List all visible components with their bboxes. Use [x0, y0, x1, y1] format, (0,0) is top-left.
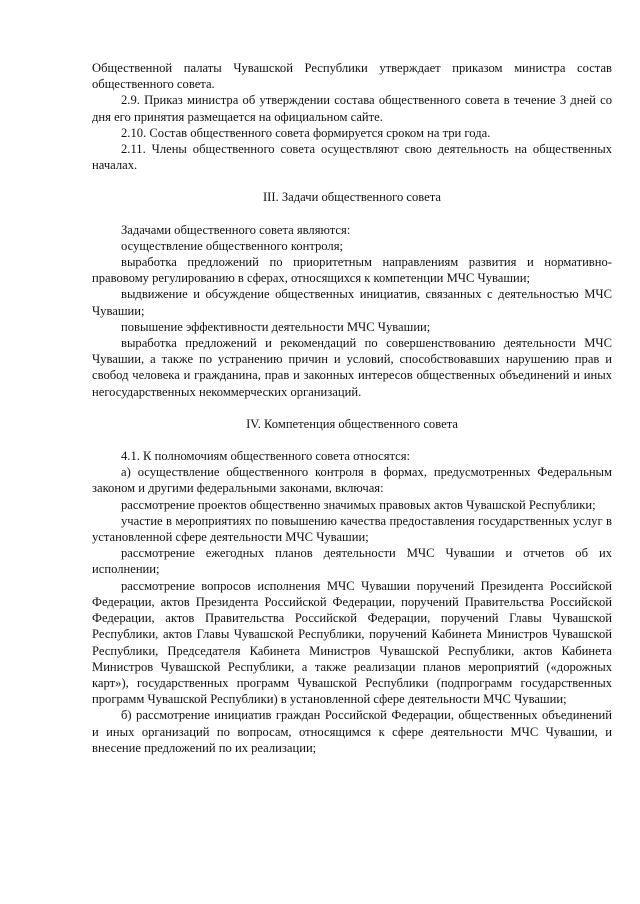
- paragraph: 4.1. К полномочиям общественного совета относятся:: [121, 449, 411, 464]
- paragraph: Общественной палаты Чувашской Республики утверждает приказом министра состав общественного совета.: [92, 61, 612, 92]
- paragraph: 2.9. Приказ министра об утверждении состава общественного совета в течение 3 дней со дня его принятия размещается на официальном сайте.: [92, 93, 612, 124]
- paragraph: осуществление общественного контроля;: [121, 238, 344, 253]
- paragraph: Задачами общественного совета являются:: [121, 222, 351, 237]
- spacer: [92, 206, 612, 222]
- paragraph: выработка предложений по приоритетным направлениям развития и нормативно-правовому регулированию в сферах, относящихся к компетенции МЧС Чувашии;: [92, 255, 612, 286]
- spacer: [92, 400, 612, 416]
- paragraph: выработка предложений и рекомендаций по совершенствованию деятельности МЧС Чувашии, а также по устранению причин и условий, способствовавших нарушению прав и свобод человека и гражданина, прав и законных интересов общественных объединений и иных негосударственных некоммерческих организаций.: [92, 336, 612, 399]
- paragraph: а) осуществление общественного контроля в формах, предусмотренных Федеральным законом и другими федеральными законами, включая:: [92, 465, 612, 496]
- spacer: [92, 432, 612, 448]
- paragraph: рассмотрение вопросов исполнения МЧС Чувашии поручений Президента Российской Федерации, актов Президента Российской Федерации, поручений Правительства Российской Федерации, актов Правительства Российской Федерации, поручений Главы Чувашской Республики, актов Главы Чувашской Республики, поручений Кабинета Министров Чувашской Республики, Председателя Кабинета Министров Чувашской Республики, актов Кабинета Министров Чувашской Республики, а также реализации планов мероприятий («дорожных карт»), государственных программ Чувашской Республики (подпрограмм государственных программ Чувашской Республики) в установленной сфере деятельности МЧС Чувашии;: [92, 578, 612, 707]
- paragraph: рассмотрение ежегодных планов деятельности МЧС Чувашии и отчетов об их исполнении;: [92, 546, 612, 577]
- paragraph: 2.10. Состав общественного совета формируется сроком на три года.: [121, 125, 491, 140]
- spacer: [92, 173, 612, 189]
- paragraph: б) рассмотрение инициатив граждан Российской Федерации, общественных объединений и иных организаций по вопросам, относящимся к сфере деятельности МЧС Чувашии, и внесение предложений по их реализации;: [92, 708, 612, 755]
- paragraph: участие в мероприятиях по повышению качества предоставления государственных услуг в установленной сфере деятельности МЧС Чувашии;: [92, 513, 612, 545]
- paragraph: выдвижение и обсуждение общественных инициатив, связанных с деятельностью МЧС Чувашии;: [92, 287, 612, 318]
- section-heading: IV. Компетенция общественного совета: [246, 416, 458, 431]
- paragraph: 2.11. Члены общественного совета осуществляют свою деятельность на общественных началах.: [92, 142, 612, 173]
- paragraph: повышение эффективности деятельности МЧС Чувашии;: [121, 319, 431, 334]
- document-page: [92, 60, 612, 756]
- section-heading: III. Задачи общественного совета: [262, 190, 442, 205]
- paragraph: рассмотрение проектов общественно значимых правовых актов Чувашской Республики;: [121, 497, 596, 512]
